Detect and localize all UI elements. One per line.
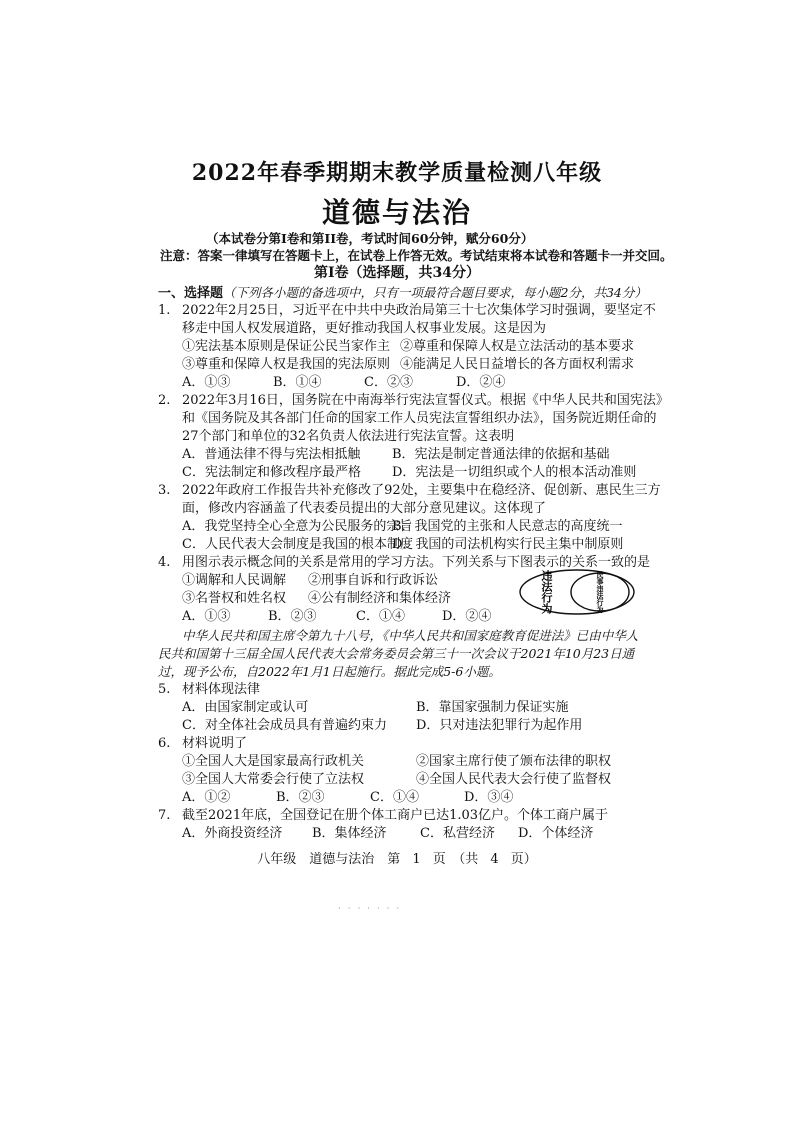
q2-option-b: B．宪法是制定普通法律的依据和基础 xyxy=(392,447,610,462)
q7-option-c: C．私营经济 xyxy=(420,826,495,841)
diagram-outer-label: 违法行为 xyxy=(540,570,553,614)
q1-option-c: C．②③ xyxy=(364,375,413,390)
q6-statement-2: ②国家主席行使了颁布法律的职权 xyxy=(416,754,612,769)
q7-number: 7. xyxy=(158,808,171,823)
q7-option-a: A．外商投资经济 xyxy=(182,826,283,841)
q6-number: 6. xyxy=(158,736,171,751)
q7-option-b: B．集体经济 xyxy=(312,826,387,841)
q4-statement-1: ①调解和人民调解 xyxy=(182,573,287,588)
q5-option-c: C．对全体社会成员具有普遍约束力 xyxy=(182,718,387,733)
q6-statement-4: ④全国人民代表大会行使了监督权 xyxy=(416,772,612,787)
q3-number: 3. xyxy=(158,483,171,498)
q1-statement-4: ④能满足人民日益增长的各方面权利需求 xyxy=(400,357,635,372)
q4-option-d: D．②④ xyxy=(442,609,492,624)
q6-statement-3: ③全国人大常委会行使了立法权 xyxy=(182,772,365,787)
q4-option-a: A．①③ xyxy=(182,609,231,624)
q5-option-a: A．由国家制定或认可 xyxy=(182,700,309,715)
scan-specks: · · · · · · · xyxy=(338,904,402,914)
q2-stem-line3: 27个部门和单位的32名负责人依法进行宪法宣誓。这表明 xyxy=(182,429,515,444)
q1-option-a: A．①③ xyxy=(182,375,231,390)
exam-notice: 注意：答案一律填写在答题卡上，在试卷上作答无效。考试结束将本试卷和答题卡一并交回。 xyxy=(160,248,673,263)
part-title: 第I卷（选择题，共34分） xyxy=(313,265,481,281)
q1-statement-1: ①宪法基本原则是保证公民当家作主 xyxy=(182,339,391,354)
q1-stem-line1: 2022年2月25日，习近平在中共中央政治局第三十七次集体学习时强调，要坚定不 xyxy=(182,303,656,318)
q3-option-c: C．人民代表大会制度是我国的根本制度 xyxy=(182,537,413,552)
q6-option-a: A．①② xyxy=(182,790,231,805)
q6-option-b: B．②③ xyxy=(276,790,325,805)
q1-stem-line2: 移走中国人权发展道路，更好推动我国人权事业发展。这是因为 xyxy=(182,321,547,336)
passage-line2: 民共和国第十三届全国人民代表大会常务委员会第三十一次会议于2021年10月23日通 xyxy=(158,646,635,661)
q3-option-a: A．我党坚持全心全意为公民服务的宗旨 xyxy=(182,519,413,534)
q2-stem-line2: 和《国务院及其各部门任命的国家工作人员宪法宣誓组织办法》，国务院近期任命的 xyxy=(182,411,657,426)
q2-option-c: C．宪法制定和修改程序最严格 xyxy=(182,465,361,480)
q6-option-d: D．③④ xyxy=(464,790,514,805)
q3-stem-line1: 2022年政府工作报告共补充修改了92处，主要集中在稳经济、促创新、惠民生三方 xyxy=(182,483,661,498)
concept-diagram xyxy=(518,568,636,616)
exam-title: 2022年春季期期末教学质量检测八年级 xyxy=(191,160,603,186)
q4-option-b: B．②③ xyxy=(268,609,317,624)
section-heading xyxy=(158,284,647,302)
q2-option-d: D．宪法是一切组织或个人的根本活动准则 xyxy=(392,465,637,480)
q3-option-d: D．我国的司法机构实行民主集中制原则 xyxy=(392,537,624,552)
q7-stem: 截至2021年底，全国登记在册个体工商户已达1.03亿户。个体工商户属于 xyxy=(182,808,609,823)
q3-option-b: B．我国党的主张和人民意志的高度统一 xyxy=(392,519,623,534)
q4-number: 4. xyxy=(158,555,171,570)
q2-option-a: A．普通法律不得与宪法相抵触 xyxy=(182,447,361,462)
q4-statement-2: ②刑事自诉和行政诉讼 xyxy=(308,573,439,588)
q6-option-c: C．①④ xyxy=(370,790,419,805)
q1-statement-3: ③尊重和保障人权是我国的宪法原则 xyxy=(182,357,391,372)
q1-statement-2: ②尊重和保障人权是立法活动的基本要求 xyxy=(400,339,635,354)
q5-stem: 材料体现法律 xyxy=(182,682,261,697)
q4-statement-3: ③名誉权和姓名权 xyxy=(182,591,287,606)
q6-stem: 材料说明了 xyxy=(182,736,248,751)
q4-statement-4: ④公有制经济和集体经济 xyxy=(308,591,452,606)
passage-line1: 中华人民共和国主席令第九十八号，《中华人民共和国家庭教育促进法》已由中华人 xyxy=(182,628,639,643)
q1-number: 1. xyxy=(158,303,171,318)
q5-option-b: B．靠国家强制力保证实施 xyxy=(416,700,569,715)
q6-statement-1: ①全国人大是国家最高行政机关 xyxy=(182,754,365,769)
q2-stem-line1: 2022年3月16日，国务院在中南海举行宪法宣誓仪式。根据《中华人民共和国宪法》 xyxy=(182,393,669,408)
q1-option-b: B．①④ xyxy=(273,375,322,390)
q2-number: 2. xyxy=(158,393,171,408)
q3-stem-line2: 面，修改内容涵盖了代表委员提出的大部分意见建议。这体现了 xyxy=(182,501,547,516)
section-label: 一、选择题 xyxy=(158,286,224,301)
q5-number: 5. xyxy=(158,682,171,697)
q7-option-d: D．个体经济 xyxy=(518,826,594,841)
exam-info: （本试卷分第I卷和第II卷，考试时间60分钟，赋分60分） xyxy=(206,231,534,246)
passage-line3: 过，现予公布，自2022年1月1日起施行。据此完成5-6小题。 xyxy=(158,664,501,679)
subject-title: 道德与法治 xyxy=(321,196,472,229)
q1-option-d: D．②④ xyxy=(456,375,506,390)
page-footer: 八年级 道德与法治 第 1 页 （共 4 页） xyxy=(257,852,537,867)
section-instruction: （下列各小题的备选项中，只有一项最符合题目要求，每小题2分，共34分） xyxy=(223,285,647,300)
q4-stem-line1: 用图示表示概念间的关系是常用的学习方法。下列关系与下图表示的关系一致的是 xyxy=(182,555,651,570)
q4-option-c: C．①④ xyxy=(356,609,405,624)
q5-option-d: D．只对违法犯罪行为起作用 xyxy=(416,718,583,733)
diagram-inner-label: 民事违法行为 xyxy=(596,571,604,613)
